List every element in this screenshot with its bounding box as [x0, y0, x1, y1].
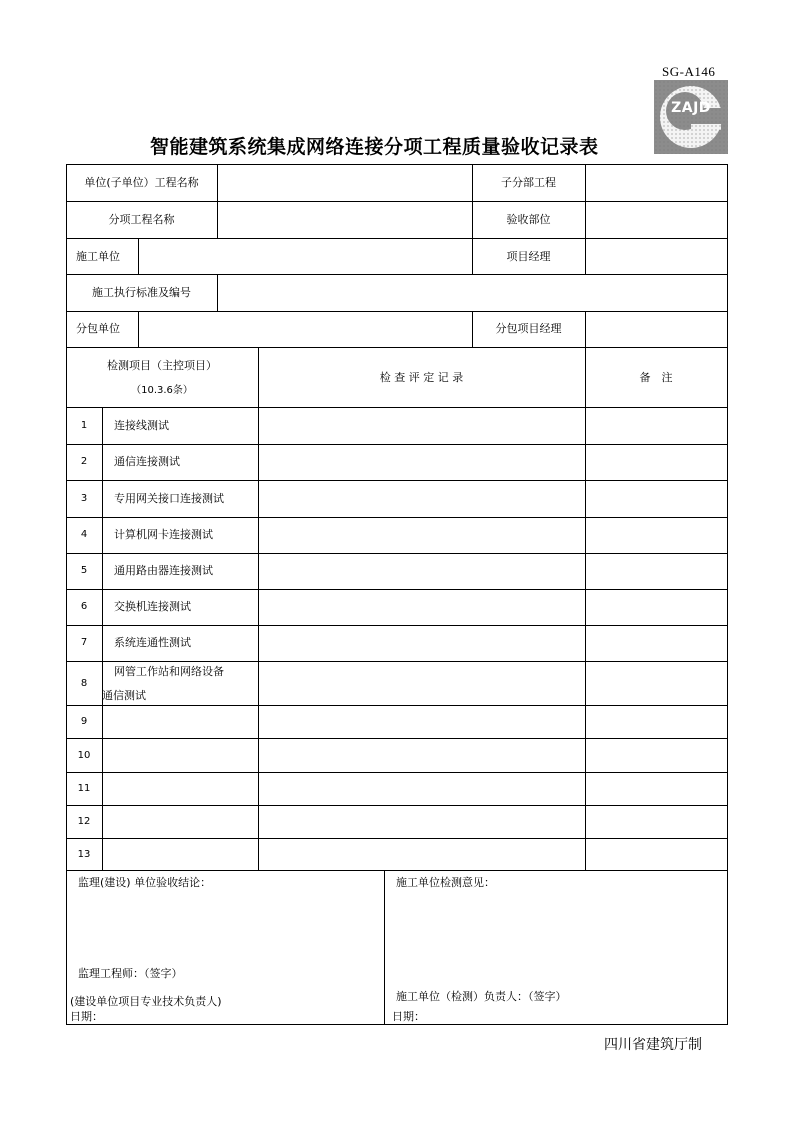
label-project-manager: 项目经理: [506, 250, 551, 263]
row-no: 12: [77, 816, 91, 827]
issuer-footer: 四川省建筑厅制: [604, 1037, 702, 1053]
row-no: 2: [80, 456, 88, 467]
label-standard: 施工执行标准及编号: [92, 286, 191, 299]
label-subcontract-unit: 分包单位: [76, 322, 120, 335]
row-item-name-cont: 通信测试: [102, 689, 146, 702]
label-unit-project: 单位(子单位）工程名称: [84, 176, 199, 189]
label-sub-item: 分项工程名称: [108, 213, 175, 226]
row-item-name: 计算机网卡连接测试: [114, 528, 213, 541]
col-record: 检 查 评 定 记 录: [379, 371, 464, 384]
row-item-name: 连接线测试: [114, 419, 169, 432]
row-item-name: 交换机连接测试: [114, 600, 191, 613]
row-item-name: 系统连通性测试: [114, 636, 191, 649]
date-right-label: 日期：: [392, 1010, 425, 1023]
row-no: 13: [77, 849, 91, 860]
label-accept-part: 验收部位: [506, 213, 551, 226]
table-border-top: [66, 164, 728, 165]
date-left-label: 日期：: [70, 1010, 103, 1023]
form-code: SG-A146: [662, 64, 716, 79]
row-no: 5: [80, 565, 88, 576]
supervision-conclusion-label: 监理(建设) 单位验收结论：: [78, 876, 212, 889]
row-no: 9: [80, 716, 88, 727]
row-no: 6: [80, 601, 88, 612]
zajd-logo: [654, 80, 728, 154]
row-item-name: 网管工作站和网络设备: [114, 665, 224, 678]
acceptance-record-table: [66, 164, 728, 1025]
row-no: 7: [80, 637, 88, 648]
row-no: 8: [80, 678, 88, 689]
row-item-name: 通用路由器连接测试: [114, 564, 213, 577]
col-inspection-item: 检测项目（主控项目）: [107, 359, 217, 372]
label-sub-division: 子分部工程: [501, 176, 556, 189]
row-no: 1: [80, 420, 88, 431]
logo-text: ZAJD: [671, 100, 711, 116]
row-no: 10: [77, 750, 91, 761]
supervision-engineer-label: 监理工程师：（签字）: [78, 967, 183, 980]
row-no: 11: [77, 783, 91, 794]
label-subcontract-manager: 分包项目经理: [495, 322, 562, 335]
col-clause: （10.3.6条）: [131, 385, 193, 396]
construct-lead-label: 施工单位（检测）负责人：（签字）: [396, 990, 567, 1003]
label-construct-unit: 施工单位: [76, 250, 120, 263]
row-item-name: 专用网关接口连接测试: [114, 492, 224, 505]
table-border-bottom: [66, 1024, 728, 1025]
row-no: 4: [80, 529, 88, 540]
row-item-name: 通信连接测试: [114, 455, 180, 468]
form-title: 智能建筑系统集成网络连接分项工程质量验收记录表: [150, 136, 599, 158]
table-border-right: [727, 164, 728, 1025]
row-no: 3: [80, 493, 88, 504]
construct-opinion-label: 施工单位检测意见：: [396, 876, 495, 889]
owner-tech-label: (建设单位项目专业技术负责人): [70, 995, 222, 1008]
col-remark: 备 注: [639, 371, 673, 384]
